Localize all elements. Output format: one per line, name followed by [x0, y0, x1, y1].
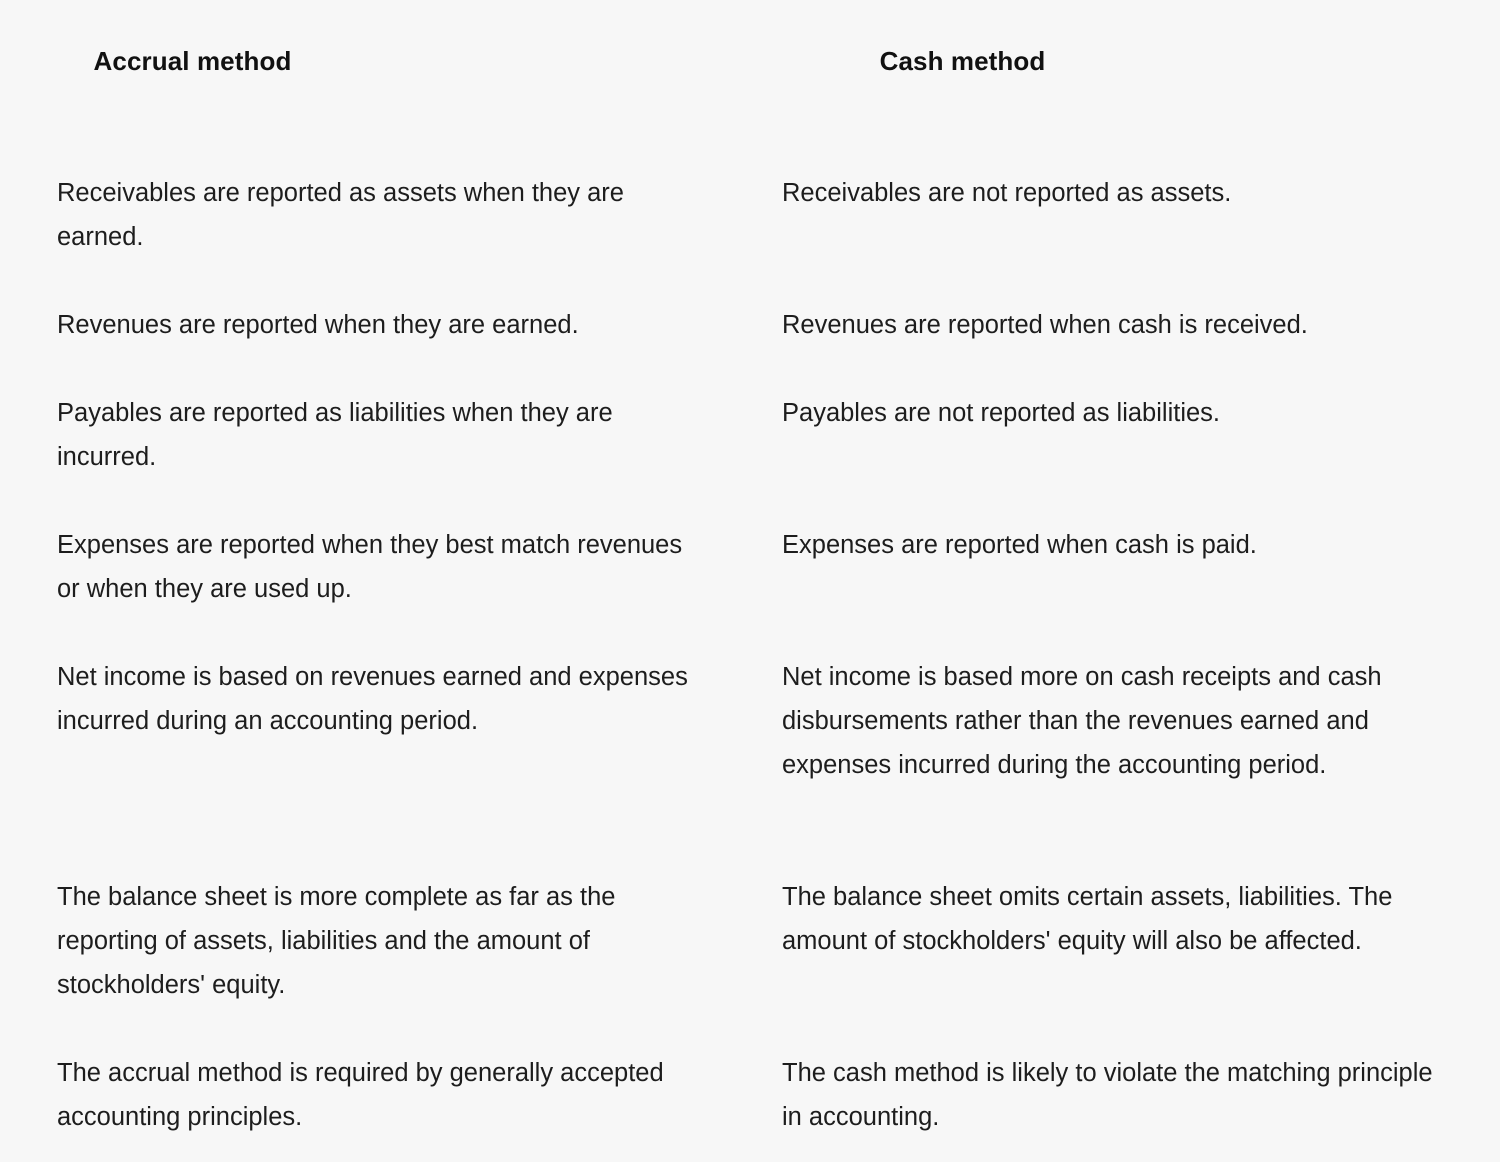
table-cell: Receivables are reported as assets when they are earned.	[57, 179, 624, 251]
table-cell: Payables are reported as liabilities when they are incurred.	[57, 399, 613, 471]
accrual-rows	[0, 77, 725, 1131]
column-cash	[725, 46, 1500, 1131]
table-cell: Net income is based more on cash receipts and cash disbursements rather than the revenues earned and expenses incurred during the accounting period.	[782, 663, 1382, 779]
table-cell: Expenses are reported when they best match revenues or when they are used up.	[57, 531, 683, 603]
table-cell: The cash method is likely to violate the matching principle in accounting.	[782, 1059, 1433, 1131]
table-cell: Revenues are reported when cash is received.	[782, 311, 1308, 339]
table-cell: The balance sheet omits certain assets, liabilities. The amount of stockholders' equity will also be affected.	[782, 883, 1393, 955]
column-header-accrual: Accrual method	[93, 46, 292, 76]
table-cell: Revenues are reported when they are earned.	[57, 311, 579, 339]
table-cell: Net income is based on revenues earned and expenses incurred during an accounting period.	[57, 663, 688, 735]
table-cell: Receivables are not reported as assets.	[782, 179, 1232, 207]
column-header-cash: Cash method	[879, 46, 1046, 76]
table-cell: The accrual method is required by generally accepted accounting principles.	[57, 1059, 664, 1131]
cash-rows	[725, 77, 1500, 1131]
table-cell: Payables are not reported as liabilities.	[782, 399, 1220, 427]
table-cell: The balance sheet is more complete as far as the reporting of assets, liabilities and the amount of stockholders' equity.	[57, 883, 616, 999]
table-cell: Expenses are reported when cash is paid.	[782, 531, 1257, 559]
column-accrual	[0, 46, 725, 1131]
